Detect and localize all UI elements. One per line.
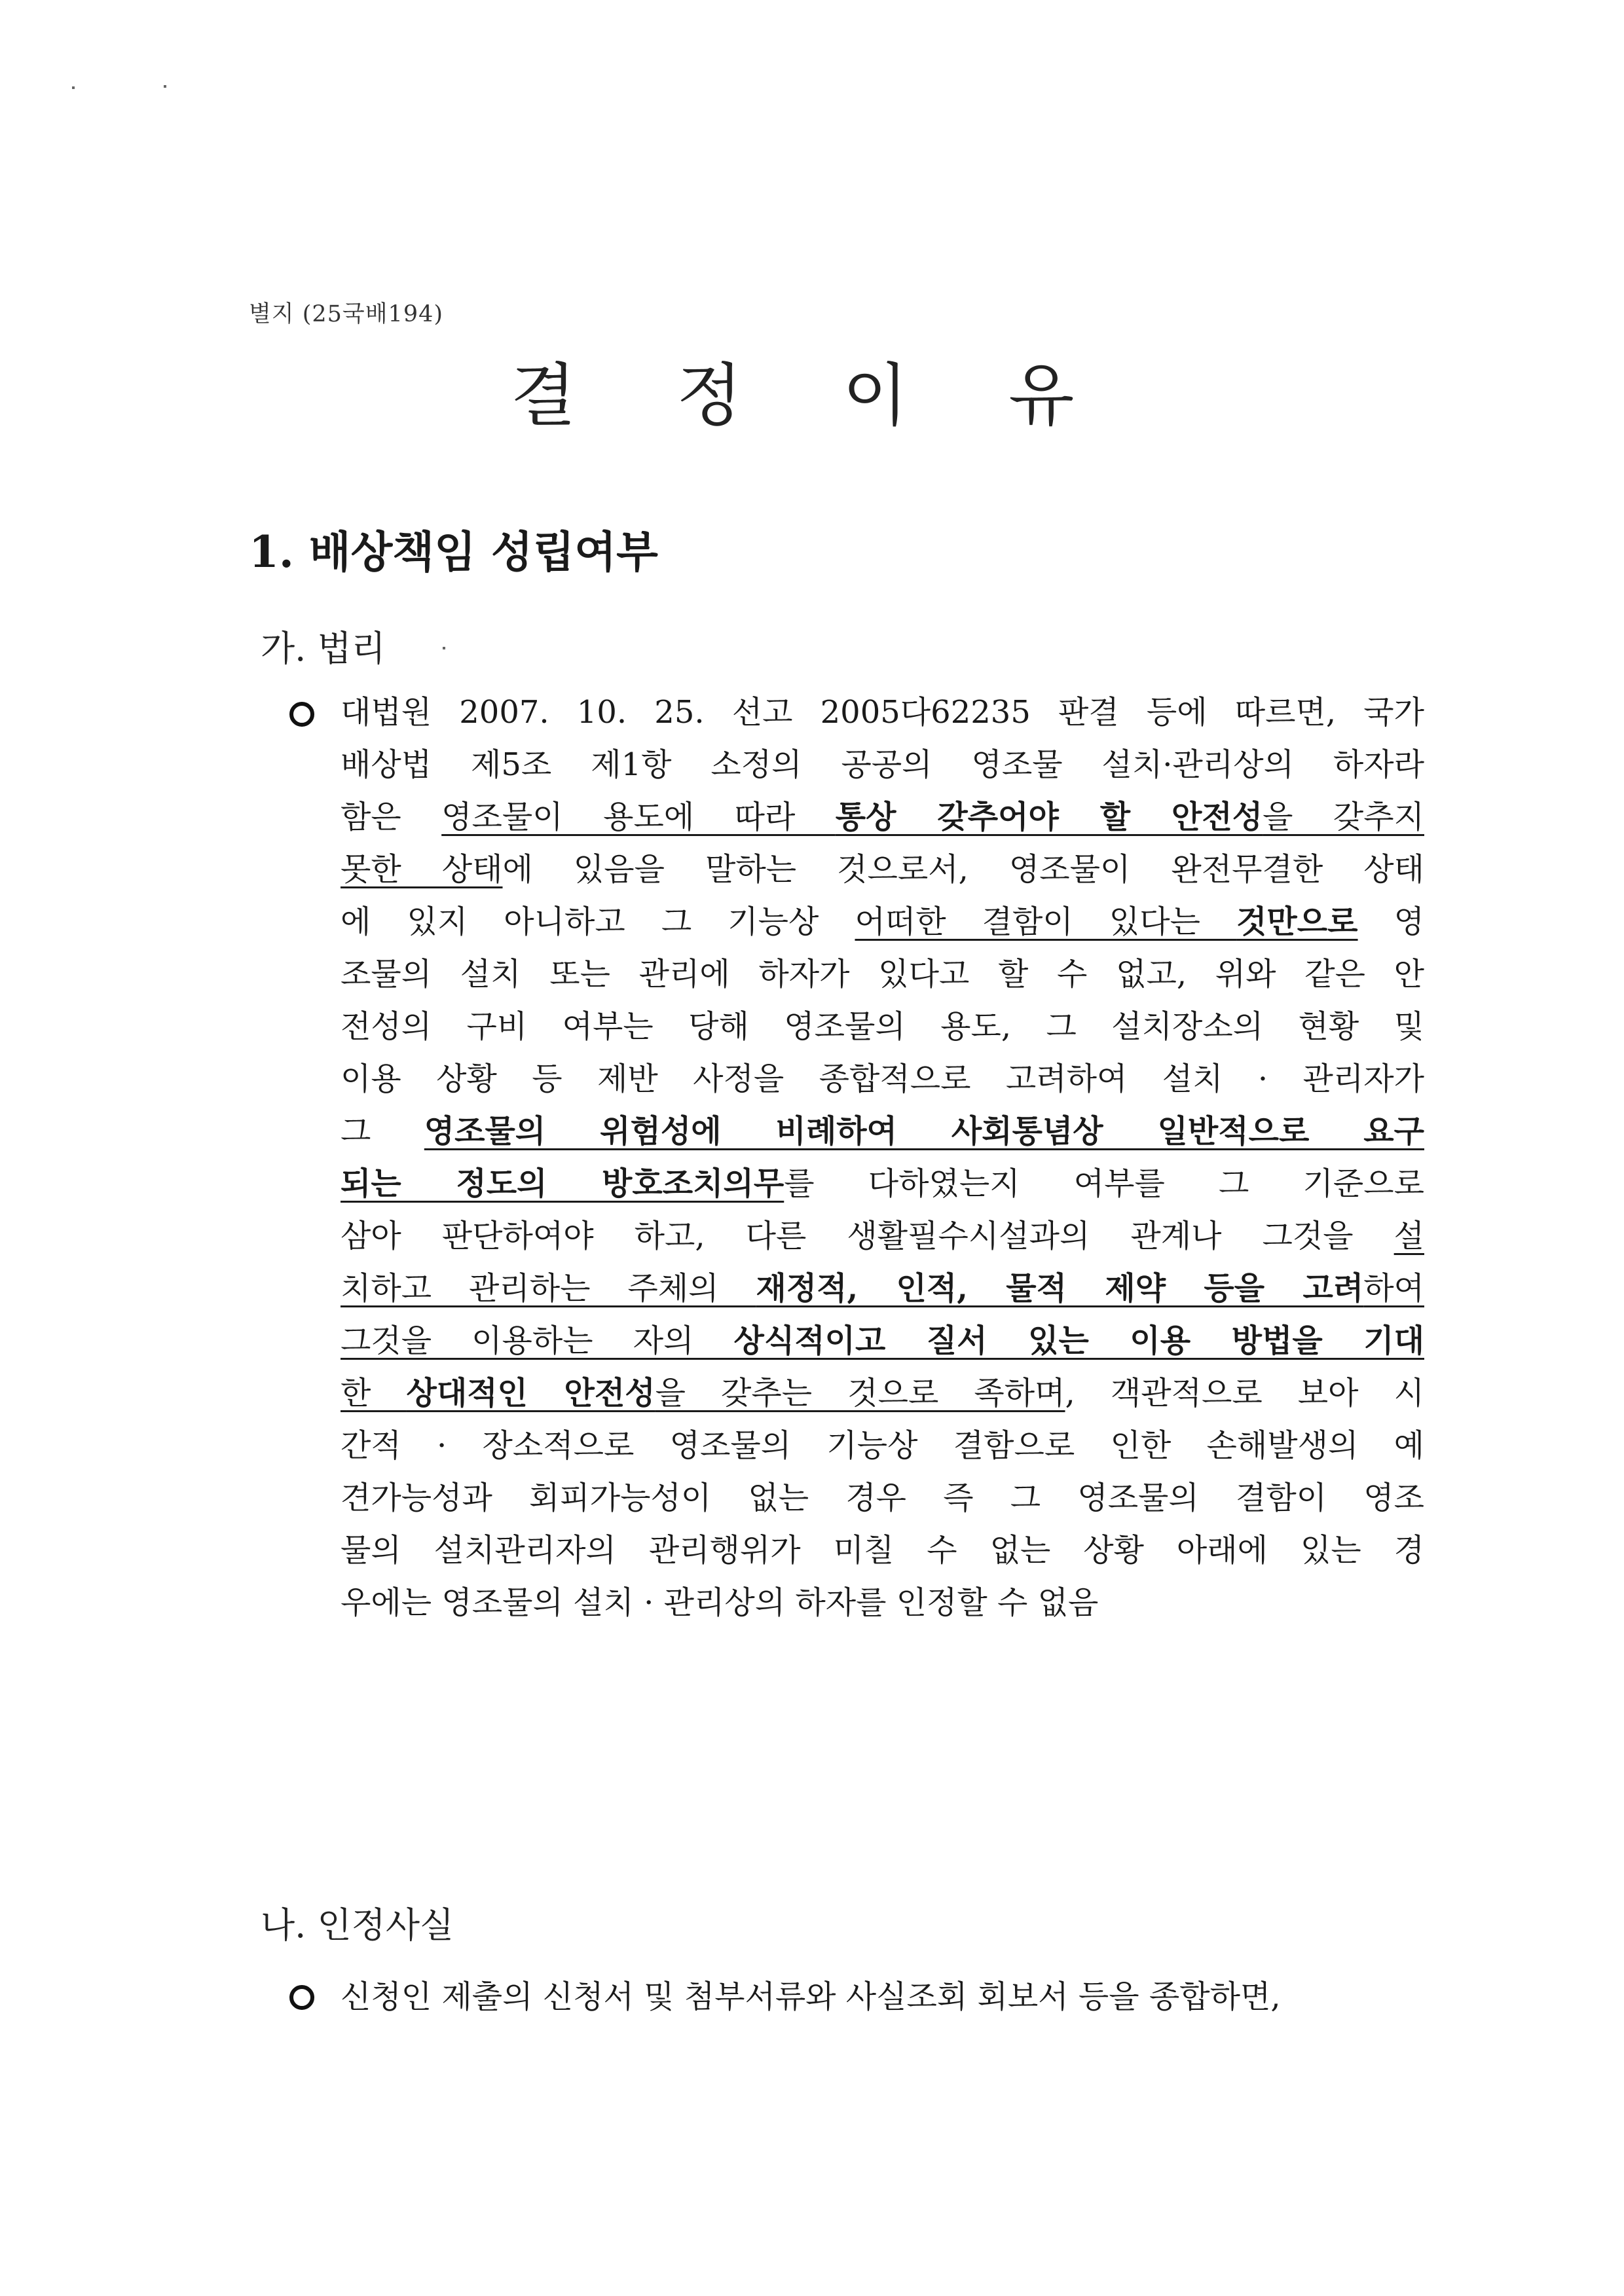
paragraph-line xyxy=(341,686,1424,738)
text-segment: 영조물의 위험성에 비례하여 사회통념상 일반적으로 요구 xyxy=(424,1113,1424,1150)
text-segment: 못한 상태 xyxy=(341,851,503,888)
paragraph-line xyxy=(341,1419,1424,1472)
paragraph-line xyxy=(341,1524,1424,1576)
text-segment: 되는 정도의 방호조치의무 xyxy=(341,1165,784,1202)
text-segment: 그것을 이용하는 자의 xyxy=(341,1322,734,1359)
text-segment: 상식적이고 질서 있는 이용 방법을 기대 xyxy=(733,1322,1424,1359)
paragraph-line xyxy=(341,1157,1424,1210)
paragraph-line xyxy=(341,1472,1424,1524)
text-segment: 을 갖추는 것으로 족하며 xyxy=(655,1375,1065,1412)
text-segment: 하여 xyxy=(1363,1270,1424,1307)
section-heading: 1. 배상책임 성립여부 xyxy=(249,526,658,577)
text-segment: 배상법 제5조 제1항 소정의 공공의 영조물 설치·관리상의 하자라 xyxy=(341,746,1424,783)
text-segment: 것만으로 xyxy=(1236,903,1358,940)
paragraph-line xyxy=(341,1971,1424,2023)
document-title: 결 정 이 유 xyxy=(510,355,1114,435)
paragraph-line xyxy=(341,1262,1424,1315)
text-segment: 을 갖추지 xyxy=(1263,799,1424,835)
scan-speck xyxy=(443,647,445,649)
text-segment: 물의 설치관리자의 관리행위가 미칠 수 없는 상황 아래에 있는 경 xyxy=(341,1532,1425,1569)
paragraph-line xyxy=(341,1315,1424,1367)
text-segment: 어떠한 결함이 있다는 xyxy=(855,903,1237,940)
scan-speck xyxy=(72,86,75,89)
text-segment: , 객관적으로 보아 시 xyxy=(1065,1375,1424,1412)
paragraph-line xyxy=(341,1053,1424,1105)
subsection-heading-legal-principle: 가. 법리 xyxy=(261,628,386,669)
paragraph-line xyxy=(341,896,1424,948)
text-segment: 영조물이 용도에 따라 xyxy=(441,799,836,835)
text-segment: 치하고 관리하는 주체의 xyxy=(341,1270,756,1307)
subsection-heading-facts: 나. 인정사실 xyxy=(261,1904,454,1946)
text-segment: 함은 xyxy=(341,799,442,835)
paragraph-line xyxy=(341,1576,1424,1629)
paragraph-line xyxy=(341,1105,1424,1157)
scan-speck xyxy=(164,85,166,88)
paragraph-line xyxy=(341,791,1424,843)
text-segment: 우에는 영조물의 설치 · 관리상의 하자를 인정할 수 없음 xyxy=(341,1584,1099,1621)
text-segment: 한 xyxy=(341,1375,407,1412)
text-segment: 재정적, 인적, 물적 제약 등을 고려 xyxy=(756,1270,1364,1307)
text-segment: 에 있음을 말하는 것으로서, 영조물이 완전무결한 상태 xyxy=(502,851,1424,888)
annex-label: 별지 (25국배194) xyxy=(249,301,444,327)
paragraph-line xyxy=(341,1000,1424,1053)
text-segment: 대법원 2007. 10. 25. 선고 2005다62235 판결 등에 따르면, 국가 xyxy=(341,694,1424,731)
paragraph-line xyxy=(341,843,1424,896)
text-segment: 이용 상황 등 제반 사정을 종합적으로 고려하여 설치 · 관리자가 xyxy=(341,1061,1424,1097)
text-segment: 신청인 제출의 신청서 및 첨부서류와 사실조회 회보서 등을 종합하면, xyxy=(341,1978,1281,2015)
paragraph-line xyxy=(341,1210,1424,1262)
text-segment: 상대적인 안전성 xyxy=(406,1375,655,1412)
paragraph-line xyxy=(341,1367,1424,1419)
paragraph-line xyxy=(341,738,1424,791)
text-segment: 전성의 구비 여부는 당해 영조물의 용도, 그 설치장소의 현황 및 xyxy=(341,1008,1424,1045)
text-segment: 견가능성과 회피가능성이 없는 경우 즉 그 영조물의 결함이 영조 xyxy=(341,1480,1424,1516)
text-segment: 를 다하였는지 여부를 그 기준으로 xyxy=(784,1165,1424,1202)
text-segment: 삼아 판단하여야 하고, 다른 생활필수시설과의 관계나 그것을 xyxy=(341,1218,1394,1254)
text-segment: 에 있지 아니하고 그 기능상 xyxy=(341,903,855,940)
text-segment: 설 xyxy=(1393,1218,1424,1254)
text-segment: 조물의 설치 또는 관리에 하자가 있다고 할 수 없고, 위와 같은 안 xyxy=(341,956,1424,993)
text-segment: 간적 · 장소적으로 영조물의 기능상 결함으로 인한 손해발생의 예 xyxy=(341,1427,1424,1464)
text-segment: 영 xyxy=(1357,903,1424,940)
paragraph-line xyxy=(341,948,1424,1000)
text-segment: 그 xyxy=(341,1113,424,1150)
circle-bullet-icon xyxy=(289,702,314,727)
circle-bullet-icon xyxy=(289,1985,314,2010)
text-segment: 통상 갖추어야 할 안전성 xyxy=(835,799,1263,835)
